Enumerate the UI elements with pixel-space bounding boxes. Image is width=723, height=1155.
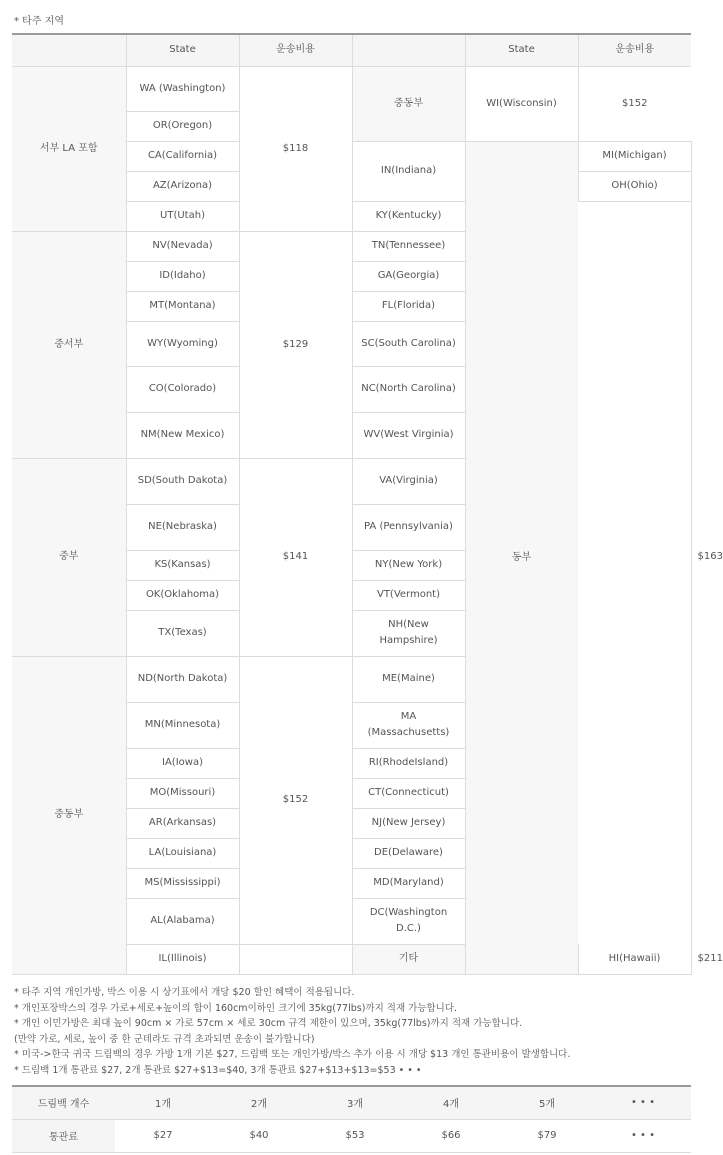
- fee-cell: $79: [499, 1119, 595, 1152]
- state-cell: AZ(Arizona): [126, 171, 239, 201]
- state-cell: NY(New York): [352, 550, 465, 580]
- state-cell: RI(RhodeIsland): [352, 748, 465, 778]
- state-cell: NC(North Carolina): [352, 366, 465, 412]
- state-cell: MI(Michigan): [578, 141, 691, 171]
- cost-cell: [239, 944, 352, 974]
- header-state: State: [465, 34, 578, 66]
- state-cell: CA(California): [126, 141, 239, 171]
- customs-fee-row: [12, 1119, 691, 1152]
- state-cell: FL(Florida): [352, 291, 465, 321]
- fee-cell: $66: [403, 1119, 499, 1152]
- region-cell: 중부: [12, 458, 126, 656]
- cost-cell: $129: [239, 231, 352, 458]
- state-cell: UT(Utah): [126, 201, 239, 231]
- state-cell: NH(New Hampshire): [352, 610, 465, 656]
- state-cell: OK(Oklahoma): [126, 580, 239, 610]
- state-cell: HI(Hawaii): [578, 944, 691, 974]
- section-title: * 타주 지역: [14, 16, 64, 27]
- state-cell: CT(Connecticut): [352, 778, 465, 808]
- state-cell: WY(Wyoming): [126, 321, 239, 366]
- state-cell: IA(Iowa): [126, 748, 239, 778]
- state-cell: AR(Arkansas): [126, 808, 239, 838]
- header-cost: 운송비용: [239, 34, 352, 66]
- note-line: (만약 가로, 세로, 높이 중 한 군데라도 규격 초과되면 운송이 불가합니다): [14, 1033, 315, 1045]
- state-cell: NM(New Mexico): [126, 412, 239, 458]
- state-cell: SD(South Dakota): [126, 458, 239, 504]
- state-cell: NE(Nebraska): [126, 504, 239, 550]
- state-cell: NV(Nevada): [126, 231, 239, 261]
- state-cell: GA(Georgia): [352, 261, 465, 291]
- count-cell: • • •: [595, 1086, 691, 1119]
- table-header-row: [12, 34, 691, 66]
- state-cell: KS(Kansas): [126, 550, 239, 580]
- table-row: [12, 458, 691, 504]
- table-row: CA(California) IN(Indiana) 동부 MI(Michigan) $163: [12, 141, 691, 171]
- state-cell: MS(Mississippi): [126, 868, 239, 898]
- header-region: [352, 34, 465, 66]
- state-cell: LA(Louisiana): [126, 838, 239, 868]
- state-cell: VA(Virginia): [352, 458, 465, 504]
- state-cell: VT(Vermont): [352, 580, 465, 610]
- state-cell: OR(Oregon): [126, 111, 239, 141]
- count-cell: 1개: [115, 1086, 211, 1119]
- fee-cell: $27: [115, 1119, 211, 1152]
- header-cost: 운송비용: [578, 34, 691, 66]
- region-cell: 중서부: [12, 231, 126, 458]
- state-cell: DC(Washington D.C.): [352, 898, 465, 944]
- note-line: * 개인포장박스의 경우 가로+세로+높이의 합이 160cm이하인 크기에 35kg(77lbs)까지 적재 가능합니다.: [14, 1002, 458, 1014]
- table-row: [12, 231, 691, 261]
- state-cell: DE(Delaware): [352, 838, 465, 868]
- state-cell: AL(Alabama): [126, 898, 239, 944]
- state-cell: TN(Tennessee): [352, 231, 465, 261]
- cost-cell: $118: [239, 66, 352, 231]
- state-cell: WV(West Virginia): [352, 412, 465, 458]
- note-line: * 드림백 1개 통관료 $27, 2개 통관료 $27+$13=$40, 3개 통관료 $27+$13+$13=$53 • • •: [14, 1064, 422, 1076]
- state-cell: IL(Illinois): [126, 944, 239, 974]
- state-cell: MA (Massachusetts): [352, 702, 465, 748]
- state-cell: TX(Texas): [126, 610, 239, 656]
- count-cell: 4개: [403, 1086, 499, 1119]
- state-cell: SC(South Carolina): [352, 321, 465, 366]
- region-cell: 서부 LA 포함: [12, 66, 126, 231]
- state-cell: ND(North Dakota): [126, 656, 239, 702]
- customs-header-label: 드림백 개수: [12, 1086, 115, 1119]
- state-cell: NJ(New Jersey): [352, 808, 465, 838]
- state-cell: ME(Maine): [352, 656, 465, 702]
- header-state: State: [126, 34, 239, 66]
- notes: [14, 985, 694, 1079]
- region-cell: 동부: [465, 141, 578, 974]
- cost-cell: $141: [239, 458, 352, 656]
- note-line: * 개인 이민가방은 최대 높이 90cm × 가로 57cm × 세로 30cm 규격 제한이 있으며, 35kg(77lbs)까지 적재 가능합니다.: [14, 1018, 523, 1030]
- state-cell: CO(Colorado): [126, 366, 239, 412]
- table-row: IL(Illinois) 기타 HI(Hawaii) $211: [12, 944, 691, 974]
- cost-cell: $152: [578, 66, 691, 141]
- state-cell: OH(Ohio): [578, 171, 691, 201]
- fee-cell: • • •: [595, 1119, 691, 1152]
- table-row: [12, 656, 691, 702]
- fee-cell: $40: [211, 1119, 307, 1152]
- state-cell: WI(Wisconsin): [465, 66, 578, 141]
- customs-header-row: [12, 1086, 691, 1119]
- customs-fee-table: [12, 1085, 691, 1153]
- state-cell: MT(Montana): [126, 291, 239, 321]
- state-cell: WA (Washington): [126, 66, 239, 111]
- note-line: * 타주 지역 개인가방, 박스 이용 시 상기표에서 개당 $20 할인 혜택이 적용됩니다.: [14, 987, 355, 998]
- header-region: [12, 34, 126, 66]
- count-cell: 5개: [499, 1086, 595, 1119]
- state-cell: IN(Indiana): [352, 141, 465, 201]
- state-cell: MO(Missouri): [126, 778, 239, 808]
- shipping-rate-table: [12, 33, 723, 975]
- table-row: [12, 66, 691, 111]
- cost-cell: $152: [239, 656, 352, 944]
- region-cell: 중동부: [12, 656, 126, 974]
- count-cell: 2개: [211, 1086, 307, 1119]
- count-cell: 3개: [307, 1086, 403, 1119]
- state-cell: MD(Maryland): [352, 868, 465, 898]
- region-cell: 중동부: [352, 66, 465, 141]
- state-cell: ID(Idaho): [126, 261, 239, 291]
- customs-row-label: 통관료: [12, 1119, 115, 1152]
- state-cell: MN(Minnesota): [126, 702, 239, 748]
- state-cell: KY(Kentucky): [352, 201, 465, 231]
- state-cell: PA (Pennsylvania): [352, 504, 465, 550]
- region-cell: 기타: [352, 944, 465, 974]
- fee-cell: $53: [307, 1119, 403, 1152]
- note-line: * 미국->한국 귀국 드림백의 경우 가방 1개 기본 $27, 드림백 또는 개인가방/박스 추가 이용 시 개당 $13 개인 통관비용이 발생합니다.: [14, 1049, 571, 1061]
